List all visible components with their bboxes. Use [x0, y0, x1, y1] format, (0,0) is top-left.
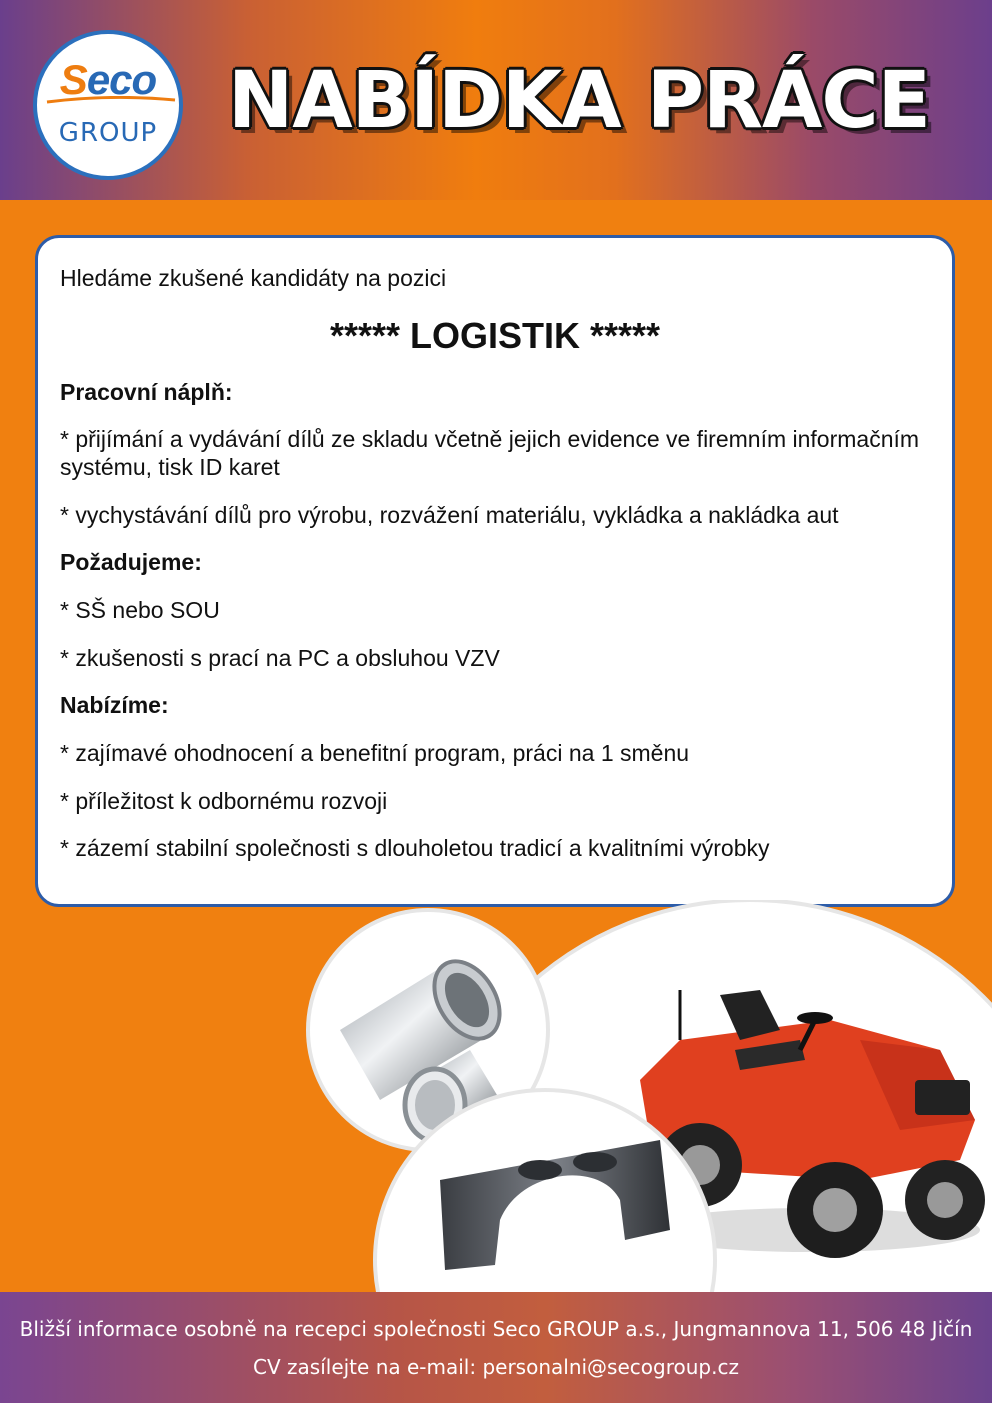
footer-address-text: Bližší informace osobně na recepci společnosti Seco GROUP a.s., Jungmannova 11, 506 48 Jičín	[19, 1317, 973, 1341]
list-item: * zajímavé ohodnocení a benefitní program, práci na 1 směnu	[60, 740, 690, 766]
list-item: * příležitost k odbornému rozvoji	[60, 788, 388, 814]
product-photos	[0, 900, 992, 1292]
footer-email-text: CV zasílejte na e-mail: personalni@secogroup.cz	[253, 1355, 739, 1379]
list-item: * zkušenosti s prací na PC a obsluhou VZV	[60, 645, 500, 671]
logo-eco-letters: eco	[86, 56, 157, 103]
position-title: ***** LOGISTIK *****	[329, 315, 661, 356]
page-title: NABÍDKA PRÁCE	[228, 56, 930, 146]
section-heading-offer: Nabízíme:	[60, 692, 169, 718]
header-banner	[0, 0, 992, 200]
intro-text: Hledáme zkušené kandidáty na pozici	[60, 265, 447, 291]
list-item: * přijímání a vydávání dílů ze skladu včetně jejich evidence ve firemním informačním systému, tisk ID karet	[60, 426, 920, 480]
seco-group-logo	[33, 30, 183, 180]
logo-swoosh-icon	[45, 96, 177, 104]
footer-contact	[0, 1292, 992, 1403]
list-item: * vychystávání dílů pro výrobu, rozvážení materiálu, vykládka a nakládka aut	[60, 502, 839, 528]
section-heading-duties: Pracovní náplň:	[60, 379, 233, 405]
section-heading-requirements: Požadujeme:	[60, 549, 202, 575]
job-offer-card	[35, 235, 955, 907]
logo-s-letter: S	[59, 56, 87, 103]
list-item: * zázemí stabilní společnosti s dlouholetou tradicí a kvalitními výrobky	[60, 835, 770, 861]
logo-group-text: GROUP	[58, 118, 158, 148]
list-item: * SŠ nebo SOU	[60, 597, 220, 623]
